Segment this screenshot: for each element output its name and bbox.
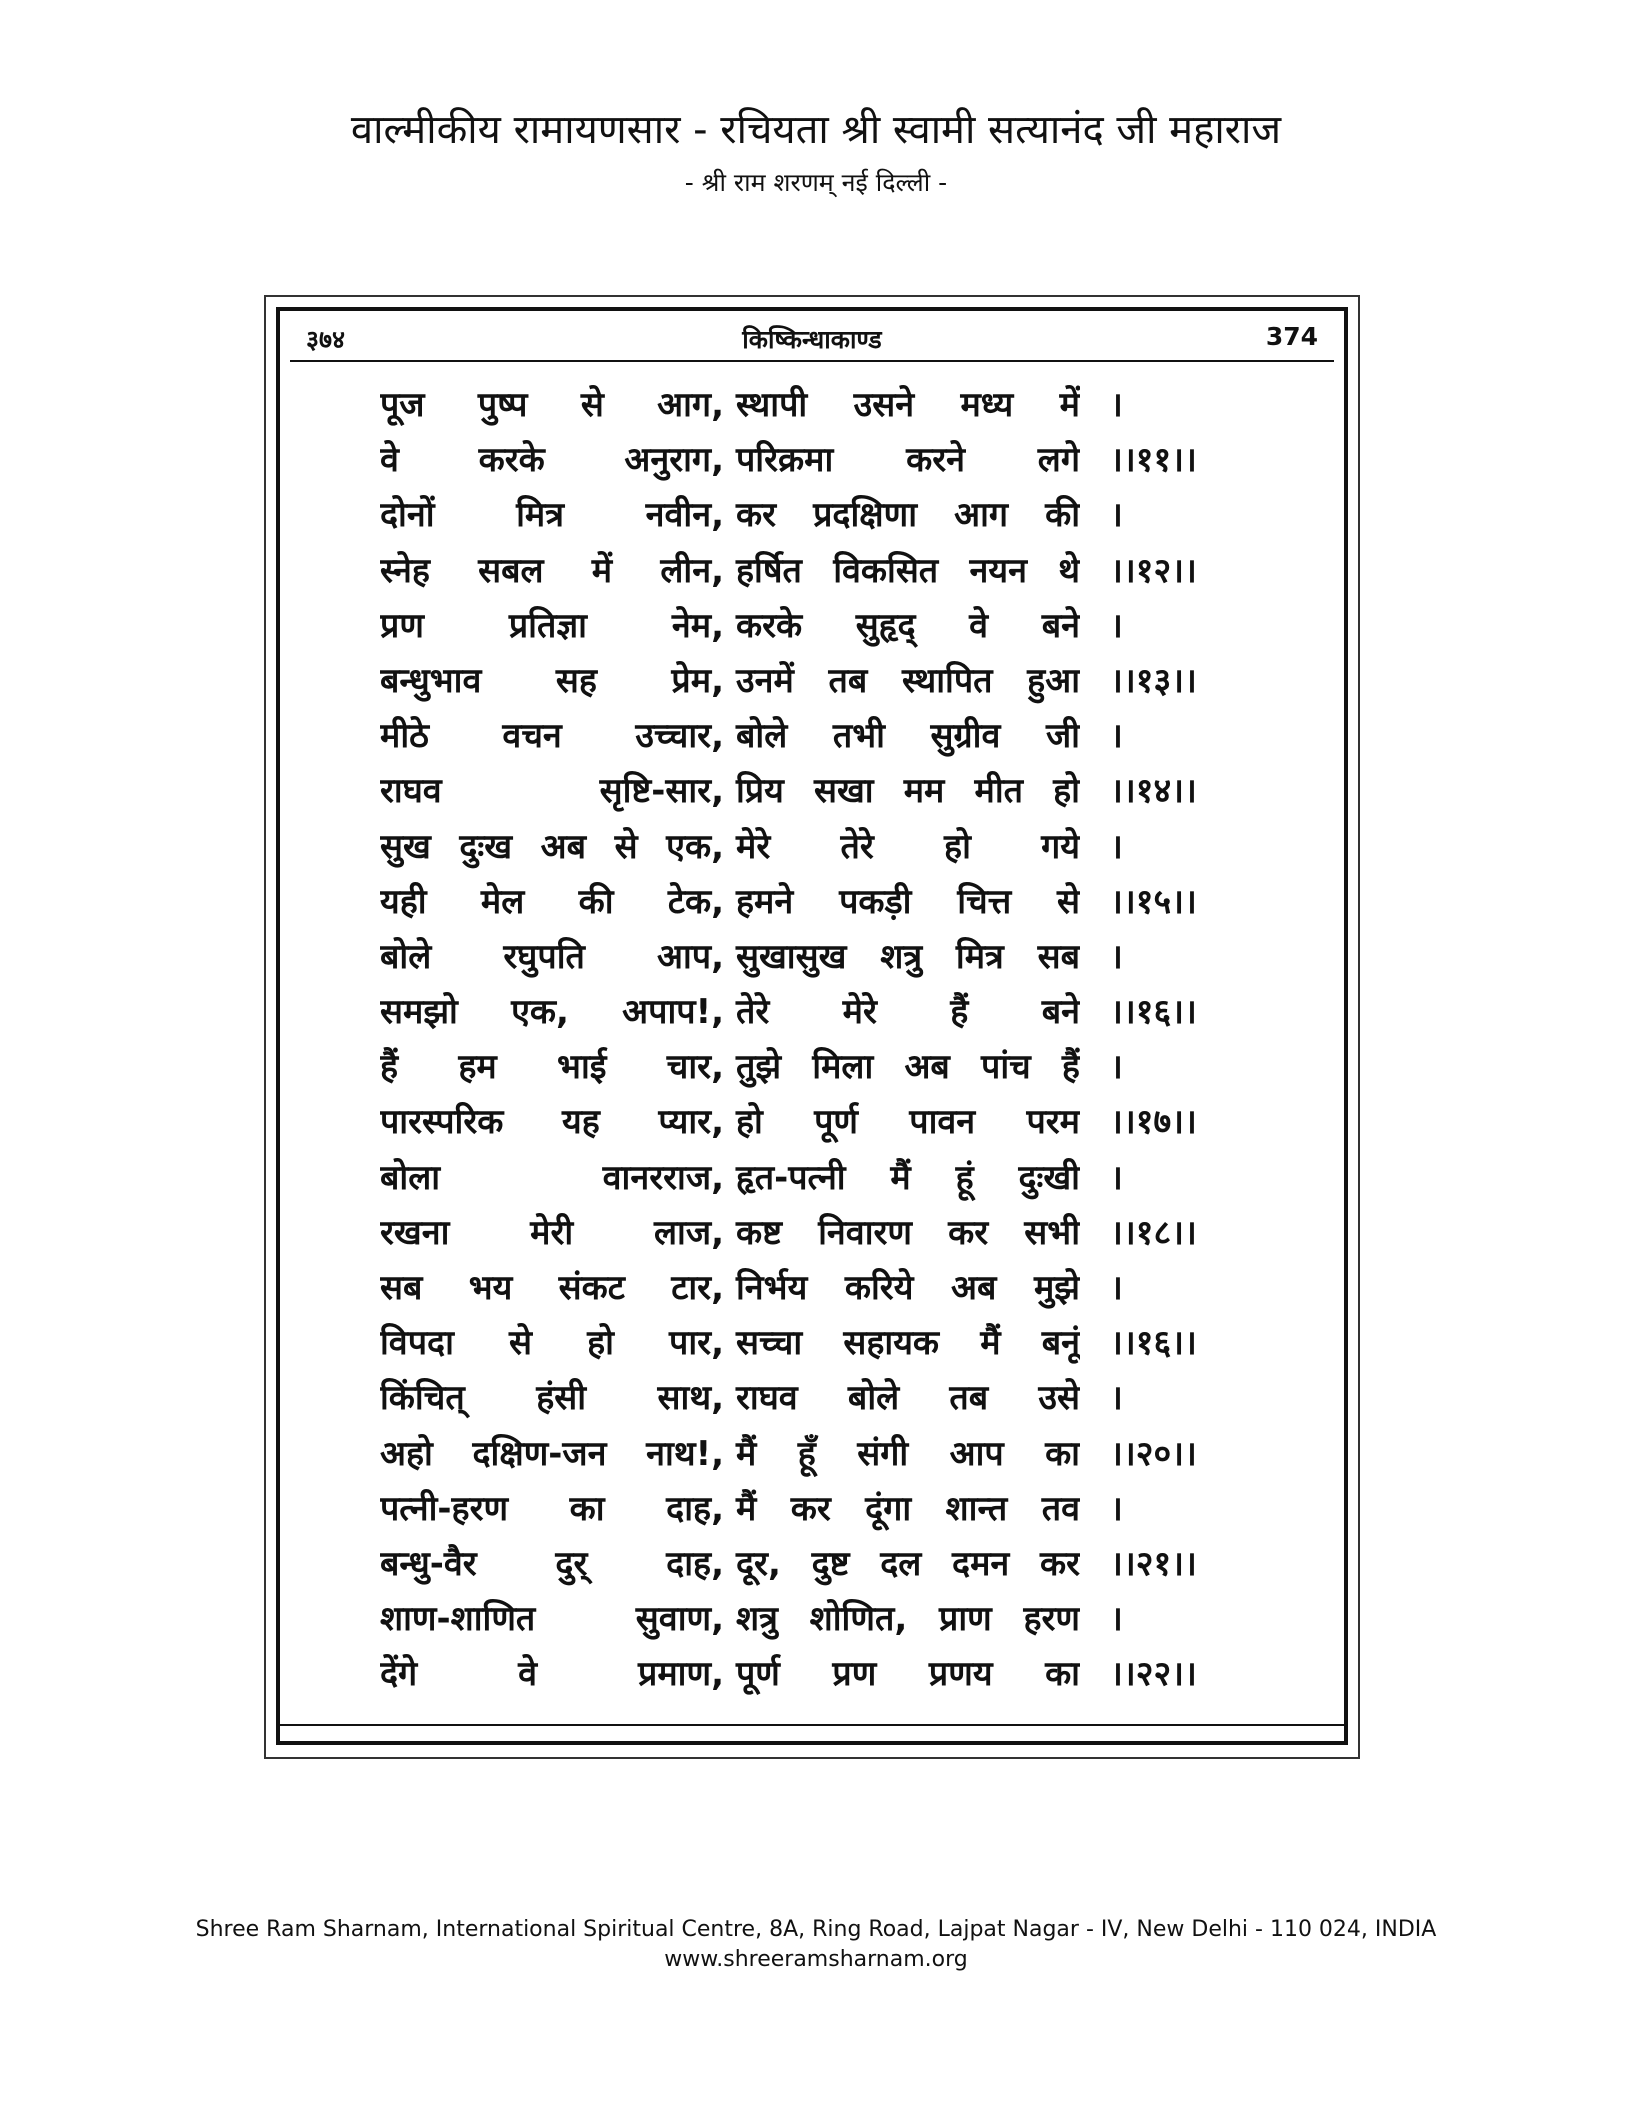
- verse-second-half: राघव बोले तब उसे: [736, 1378, 1080, 1419]
- verse-text: [380, 820, 1080, 875]
- verse-first-half: समझो एक, अपाप!,: [380, 992, 724, 1033]
- verse-first-half: पारस्परिक यह प्यार,: [380, 1102, 724, 1143]
- verse-number: ।।१७।।: [1110, 1102, 1197, 1143]
- verse-first-half: वे करके अनुराग,: [380, 440, 724, 481]
- verse-second-half: तेरे मेरे हैं बने: [736, 992, 1080, 1033]
- verse-number: ।।१५।।: [1110, 881, 1197, 922]
- footer-website[interactable]: www.shreeramsharnam.org: [664, 1947, 968, 1972]
- verse-text: [380, 1151, 1080, 1206]
- verse-first-half: मीठे वचन उच्चार,: [380, 716, 724, 757]
- verse-number: ।: [1110, 936, 1123, 977]
- verse-first-half: प्रण प्रतिज्ञा नेम,: [380, 605, 724, 646]
- verse-first-half: राघव सृष्टि-सार,: [380, 771, 724, 812]
- verse-second-half: स्थापी उसने मध्य में: [736, 385, 1080, 425]
- verse-second-half: कष्ट निवारण कर सभी: [736, 1212, 1080, 1253]
- verse-second-half: सच्चा सहायक मैं बनूं: [736, 1323, 1080, 1364]
- verse-first-half: स्नेह सबल में लीन,: [380, 550, 724, 591]
- verse-first-half: पूज पुष्प से आग,: [380, 385, 724, 425]
- verse-line: [380, 1537, 1280, 1592]
- verse-text: [380, 1371, 1080, 1426]
- verse-number: ।: [1110, 1488, 1123, 1529]
- verse-text: [380, 930, 1080, 985]
- footer-address: Shree Ram Sharnam, International Spiritual Centre, 8A, Ring Road, Lajpat Nagar - IV, New Delhi - 110 024, INDIA: [195, 1917, 1437, 1942]
- verse-number: ।।२०।।: [1110, 1433, 1197, 1474]
- verse-second-half: हो पूर्ण पावन परम: [736, 1102, 1080, 1143]
- verse-first-half: विपदा से हो पार,: [380, 1323, 724, 1364]
- verse-text: [380, 433, 1080, 488]
- verse-text: [380, 1206, 1080, 1261]
- verse-line: [380, 1592, 1280, 1647]
- verse-text: [380, 1316, 1080, 1371]
- verse-line: [380, 820, 1280, 875]
- document-subtitle: - श्री राम शरणम् नई दिल्ली -: [684, 168, 948, 197]
- verse-second-half: पूर्ण प्रण प्रणय का: [736, 1654, 1080, 1695]
- verse-text: [380, 654, 1080, 709]
- verse-second-half: हृत-पत्नी मैं हूं दुःखी: [736, 1157, 1080, 1198]
- verse-text: [380, 1592, 1080, 1647]
- page-number: 374: [1265, 322, 1318, 351]
- verse-line: [380, 985, 1280, 1040]
- verse-second-half: हमने पकड़ी चित्त से: [736, 881, 1080, 922]
- verse-second-half: मैं कर दूंगा शान्त तव: [736, 1488, 1080, 1529]
- verse-text: [380, 1040, 1080, 1095]
- verse-line: [380, 1482, 1280, 1537]
- verse-first-half: रखना मेरी लाज,: [380, 1212, 724, 1253]
- verse-first-half: शाण-शाणित सुवाण,: [380, 1599, 724, 1640]
- verse-number: ।।२१।।: [1110, 1543, 1197, 1584]
- verse-second-half: परिक्रमा करने लगे: [736, 440, 1080, 481]
- verse-text: [380, 709, 1080, 764]
- verse-second-half: करके सुहृद् वे बने: [736, 605, 1080, 646]
- verse-line: [380, 599, 1280, 654]
- verse-line: [380, 654, 1280, 709]
- verse-first-half: यही मेल की टेक,: [380, 881, 724, 922]
- verse-first-half: सब भय संकट टार,: [380, 1268, 724, 1308]
- header-rule: [290, 360, 1334, 362]
- verse-line: [380, 1151, 1280, 1206]
- verse-first-half: हैं हम भाई चार,: [380, 1047, 724, 1088]
- verse-line: [380, 1040, 1280, 1095]
- verse-line: [380, 709, 1280, 764]
- verse-number: ।: [1110, 1268, 1123, 1308]
- verse-second-half: मेरे तेरे हो गये: [736, 826, 1080, 867]
- verse-second-half: मैं हूँ संगी आप का: [736, 1433, 1080, 1474]
- verse-first-half: बोला वानरराज,: [380, 1157, 724, 1198]
- verse-line: [380, 1095, 1280, 1150]
- verse-line: [380, 875, 1280, 930]
- verse-second-half: शत्रु शोणित, प्राण हरण: [736, 1599, 1080, 1640]
- verse-line: [380, 1427, 1280, 1482]
- verse-line: [380, 1371, 1280, 1426]
- verse-text: [380, 544, 1080, 599]
- verse-text: [380, 1482, 1080, 1537]
- verse-text: [380, 488, 1080, 543]
- verse-number: ।: [1110, 716, 1123, 757]
- verse-second-half: दूर, दुष्ट दल दमन कर: [736, 1543, 1080, 1584]
- verse-line: [380, 488, 1280, 543]
- box-header: [290, 318, 1334, 360]
- verse-text: [380, 378, 1080, 433]
- verse-line: [380, 378, 1280, 433]
- verse-first-half: सुख दुःख अब से एक,: [380, 826, 724, 867]
- verse-line: [380, 1316, 1280, 1371]
- verse-text: [380, 1261, 1080, 1316]
- page-number-devanagari: ३७४: [306, 325, 346, 354]
- verse-line: [380, 930, 1280, 985]
- verse-line: [380, 1206, 1280, 1261]
- verse-number: ।।१३।।: [1110, 660, 1197, 701]
- verse-text: [380, 599, 1080, 654]
- verse-text: [380, 875, 1080, 930]
- verse-text: [380, 1427, 1080, 1482]
- verse-number: ।।१६।।: [1110, 1323, 1197, 1364]
- verse-first-half: पत्नी-हरण का दाह,: [380, 1488, 724, 1529]
- verse-text: [380, 985, 1080, 1040]
- document-title: वाल्मीकीय रामायणसार - रचियता श्री स्वामी सत्यानंद जी महाराज: [350, 107, 1282, 153]
- verse-line: [380, 764, 1280, 819]
- verse-second-half: उनमें तब स्थापित हुआ: [736, 660, 1080, 701]
- verse-first-half: बोले रघुपति आप,: [380, 936, 724, 977]
- verse-text: [380, 1095, 1080, 1150]
- verse-number: ।।१८।।: [1110, 1212, 1197, 1253]
- verse-number: ।: [1110, 1047, 1123, 1088]
- verse-number: ।।१४।।: [1110, 771, 1197, 812]
- verse-second-half: हर्षित विकसित नयन थे: [736, 550, 1080, 591]
- verse-first-half: दोनों मित्र नवीन,: [380, 495, 724, 536]
- verse-first-half: किंचित् हंसी साथ,: [380, 1378, 724, 1419]
- verse-second-half: कर प्रदक्षिणा आग की: [736, 495, 1080, 536]
- verse-second-half: प्रिय सखा मम मीत हो: [736, 771, 1080, 812]
- verse-text: [380, 1647, 1080, 1702]
- verse-number: ।: [1110, 605, 1123, 646]
- verse-line: [380, 544, 1280, 599]
- verse-text: [380, 1537, 1080, 1592]
- verse-number: ।: [1110, 1378, 1123, 1419]
- verse-number: ।।१६।।: [1110, 992, 1197, 1033]
- verse-number: ।।२२।।: [1110, 1654, 1197, 1695]
- verse-number: ।।१२।।: [1110, 550, 1197, 591]
- verse-line: [380, 1261, 1280, 1316]
- verse-number: ।।११।।: [1110, 440, 1197, 481]
- verse-number: ।: [1110, 1157, 1123, 1198]
- verse-line: [380, 1647, 1280, 1702]
- verse-list: [380, 378, 1280, 1703]
- verse-first-half: बन्धु-वैर दुर् दाह,: [380, 1543, 724, 1584]
- verse-first-half: देंगे वे प्रमाण,: [380, 1654, 724, 1695]
- verse-second-half: तुझे मिला अब पांच हैं: [736, 1047, 1080, 1088]
- verse-text: [380, 764, 1080, 819]
- verse-number: ।: [1110, 826, 1123, 867]
- verse-number: ।: [1110, 385, 1123, 425]
- verse-second-half: बोले तभी सुग्रीव जी: [736, 716, 1080, 757]
- frame-bottom-rule: [276, 1724, 1348, 1726]
- verse-second-half: निर्भय करिये अब मुझे: [736, 1268, 1080, 1308]
- verse-number: ।: [1110, 495, 1123, 536]
- section-title: किष्किन्धाकाण्ड: [742, 325, 882, 354]
- verse-number: ।: [1110, 1599, 1123, 1640]
- verse-second-half: सुखासुख शत्रु मित्र सब: [736, 936, 1080, 977]
- verse-first-half: बन्धुभाव सह प्रेम,: [380, 660, 724, 701]
- verse-line: [380, 433, 1280, 488]
- verse-first-half: अहो दक्षिण-जन नाथ!,: [380, 1433, 724, 1474]
